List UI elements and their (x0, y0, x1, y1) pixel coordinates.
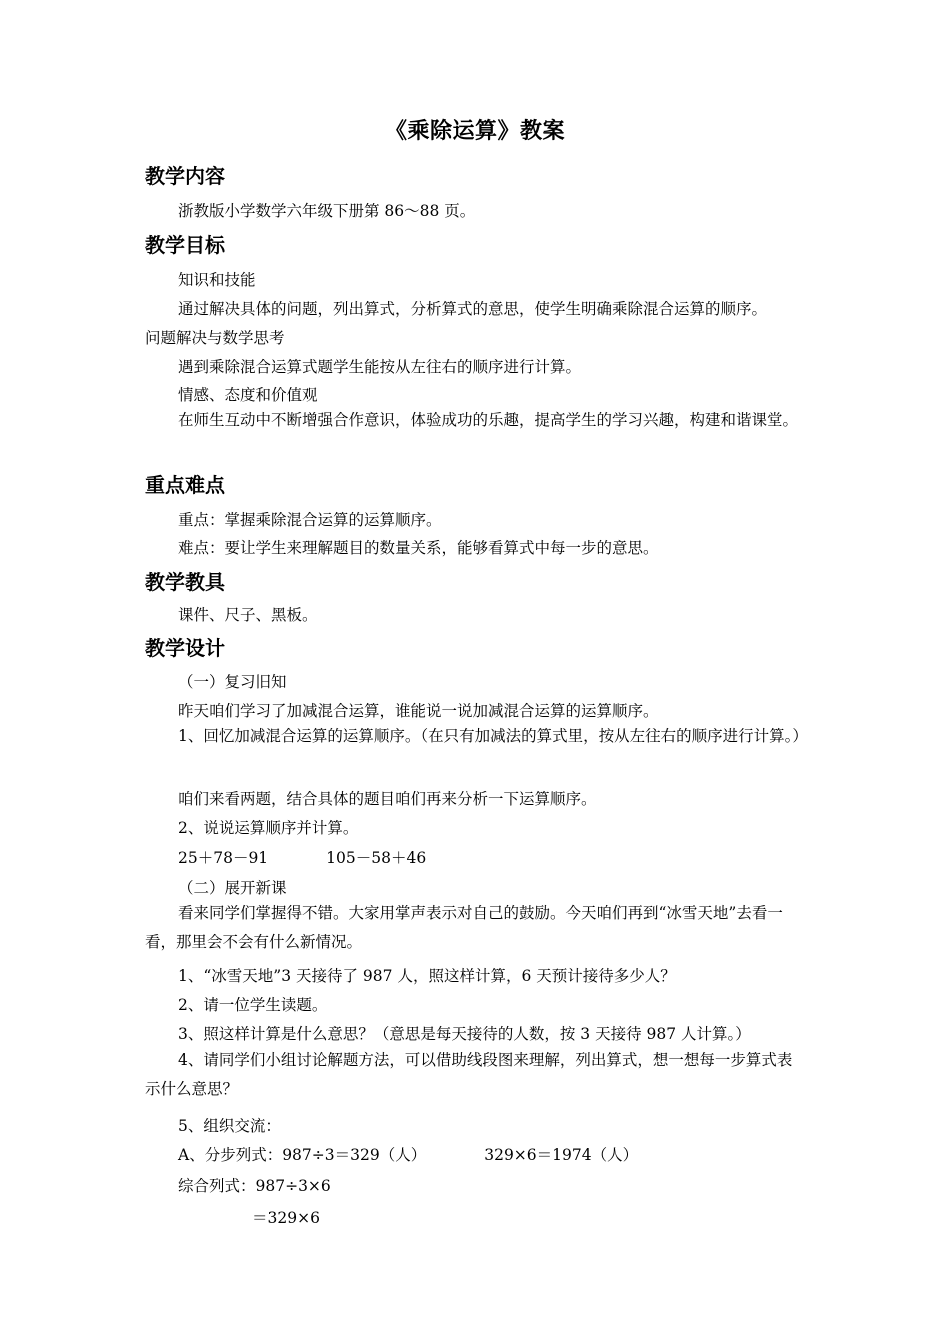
design-line-6: 1、“冰雪天地”3 天接待了 987 人，照这样计算，6 天预计接待多少人？ (178, 967, 676, 985)
design-line-8: 3、照这样计算是什么意思？（意思是每天接待的人数，按 3 天接待 987 人计算。） (178, 1025, 751, 1043)
goals-para-knowledge: 通过解决具体的问题，列出算式，分析算式的意思，使学生明确乘除混合运算的顺序。 (178, 300, 768, 318)
design-line-4: 2、说说运算顺序并计算。 (178, 819, 359, 837)
goals-para-problem-solving: 遇到乘除混合运算式题学生能按从左往右的顺序进行计算。 (178, 358, 582, 376)
design-part-new-lesson: （二）展开新课 (178, 879, 287, 897)
goals-sub-problem-solving: 问题解决与数学思考 (145, 329, 285, 347)
design-line-5: 看来同学们掌握得不错。大家用掌声表示对自己的鼓励。今天咱们再到“冰雪天地”去看一看，那里会不会有什么新情况。 (145, 904, 783, 951)
content-text: 浙教版小学数学六年级下册第 86～88 页。 (178, 202, 476, 220)
step-equation-row (178, 1143, 638, 1165)
key-point-text: 重点：掌握乘除混合运算的运算顺序。 (178, 511, 442, 529)
design-line-2: 1、回忆加减混合运算的运算顺序。（在只有加减法的算式里，按从左往右的顺序进行计算。） (178, 727, 808, 745)
goals-para-attitude: 在师生互动中不断增强合作意识，体验成功的乐趣，提高学生的学习兴趣，构建和谐课堂。 (178, 411, 799, 429)
step-equation-1: A、分步列式：987÷3＝329（人） (178, 1146, 427, 1164)
page-title: 《乘除运算》教案 (384, 119, 565, 144)
heading-teaching-design: 教学设计 (145, 636, 225, 660)
design-line-9: 4、请同学们小组讨论解题方法，可以借助线段图来理解，列出算式，想一想每一步算式表示什么意思？ (145, 1051, 793, 1098)
design-line-3: 咱们来看两题，结合具体的题目咱们再来分析一下运算顺序。 (178, 790, 597, 808)
combined-equation-step: ＝329×6 (252, 1209, 320, 1227)
design-line-10: 5、组织交流： (178, 1117, 281, 1135)
heading-teaching-tools: 教学教具 (145, 570, 225, 594)
goals-sub-attitude: 情感、态度和价值观 (178, 386, 318, 404)
heading-key-points: 重点难点 (145, 473, 225, 497)
design-part-review: （一）复习旧知 (178, 673, 287, 691)
goals-sub-knowledge: 知识和技能 (178, 271, 256, 289)
difficulty-text: 难点：要让学生来理解题目的数量关系，能够看算式中每一步的意思。 (178, 539, 659, 557)
combined-equation: 综合列式：987÷3×6 (178, 1177, 331, 1195)
expression-1: 25＋78－91 (178, 849, 269, 867)
expression-row (178, 846, 426, 868)
expression-2: 105－58＋46 (326, 849, 427, 867)
heading-teaching-content: 教学内容 (145, 164, 225, 188)
design-line-1: 昨天咱们学习了加减混合运算，谁能说一说加减混合运算的运算顺序。 (178, 702, 659, 720)
tools-text: 课件、尺子、黑板。 (178, 606, 318, 624)
design-line-7: 2、请一位学生读题。 (178, 996, 328, 1014)
heading-teaching-goals: 教学目标 (145, 233, 225, 257)
step-equation-2: 329×6＝1974（人） (484, 1146, 639, 1164)
